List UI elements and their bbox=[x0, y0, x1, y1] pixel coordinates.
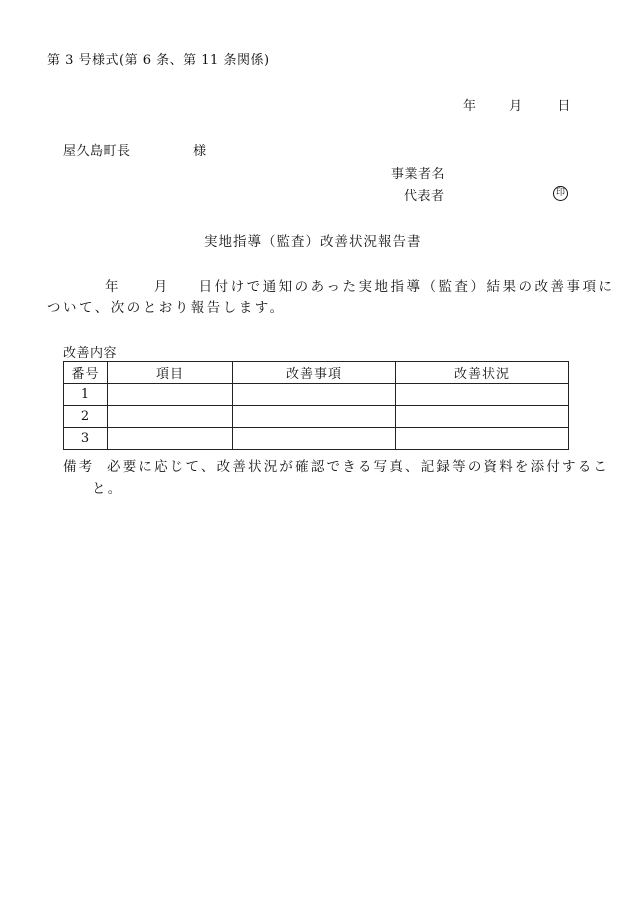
representative-line bbox=[404, 185, 445, 204]
header-improvement-matter: 改善事項 bbox=[233, 362, 396, 384]
table-row bbox=[64, 384, 569, 406]
addressee-honorific: 様 bbox=[193, 144, 207, 159]
note-line1: 必要に応じて、改善状況が確認できる写真、記録等の資料を添付するこ bbox=[107, 459, 610, 475]
header-item: 項目 bbox=[108, 362, 233, 384]
row-status-cell[interactable] bbox=[396, 384, 569, 406]
row-matter-cell[interactable] bbox=[233, 384, 396, 406]
row-matter-cell[interactable] bbox=[233, 406, 396, 428]
row-matter-cell[interactable] bbox=[233, 428, 396, 450]
improvement-table bbox=[63, 361, 569, 450]
row-status-cell[interactable] bbox=[396, 406, 569, 428]
addressee bbox=[63, 140, 207, 159]
date-month-label: 月 bbox=[509, 99, 523, 114]
table-header-row bbox=[64, 362, 569, 384]
note-line2: と。 bbox=[92, 481, 124, 497]
header-number: 番号 bbox=[64, 362, 108, 384]
business-name-label: 事業者名 bbox=[391, 167, 446, 182]
row-number: 1 bbox=[64, 384, 108, 406]
date-year-label: 年 bbox=[463, 99, 477, 114]
intro-month: 月 bbox=[153, 279, 170, 295]
intro-year: 年 bbox=[105, 279, 121, 295]
table-row bbox=[64, 406, 569, 428]
note-label: 備考 bbox=[63, 459, 95, 475]
document-title: 実地指導（監査）改善状況報告書 bbox=[204, 234, 422, 250]
row-status-cell[interactable] bbox=[396, 428, 569, 450]
row-item-cell[interactable] bbox=[108, 384, 233, 406]
intro-line2: ついて、次のとおり報告します。 bbox=[47, 300, 286, 316]
intro-line1-rest: 日付けで通知のあった実地指導（監査）結果の改善事項に bbox=[198, 279, 615, 295]
addressee-name: 屋久島町長 bbox=[63, 144, 131, 159]
row-number: 2 bbox=[64, 406, 108, 428]
intro-paragraph bbox=[47, 275, 614, 295]
date-day-label: 日 bbox=[557, 99, 571, 114]
table-row bbox=[64, 428, 569, 450]
header-improvement-status: 改善状況 bbox=[396, 362, 569, 384]
row-number: 3 bbox=[64, 428, 108, 450]
form-number-label: 第 3 号様式(第 6 条、第 11 条関係) bbox=[47, 53, 270, 68]
date-line bbox=[463, 95, 571, 114]
seal-mark: 印 bbox=[553, 186, 568, 201]
row-item-cell[interactable] bbox=[108, 406, 233, 428]
section-heading: 改善内容 bbox=[63, 346, 118, 361]
representative-label: 代表者 bbox=[404, 189, 445, 204]
row-item-cell[interactable] bbox=[108, 428, 233, 450]
